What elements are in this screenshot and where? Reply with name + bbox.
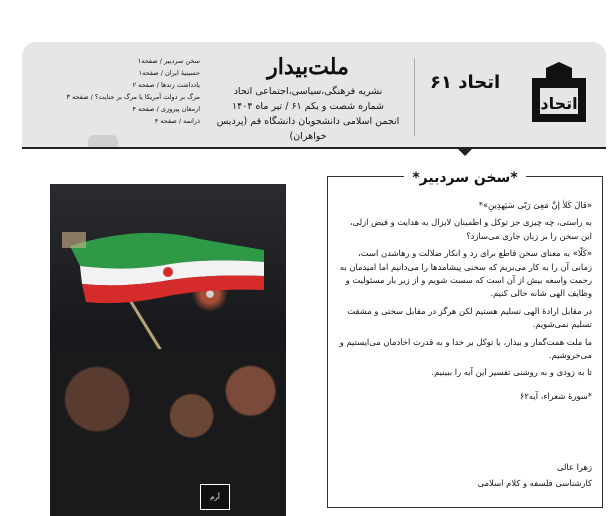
photo-watermark: آرم: [200, 484, 230, 510]
crowd: [50, 349, 286, 516]
contents-item[interactable]: سخن سردبیر / صفحه۱: [137, 57, 200, 65]
editorial-title: *سخن سردبیر*: [404, 170, 525, 186]
contents-item[interactable]: ذرانمه / صفحه ۴: [154, 117, 200, 125]
issue-info: شماره شصت و یکم ۶۱ / تیر ماه ۱۴۰۴: [232, 101, 384, 112]
editorial-paragraph: «کَلّا» به معنای سخن قاطع برای رد و انکار ضلالت و رهاشدن است، زمانی آن را به کار می‌بریم که سخنی پیشامدها را می‌دانیم اما امیدمان به رحمت واسعه بیش از آن است که سست شویم و از زیر بار مسئولیت و وظایف الهی شانه خالی کنیم.: [339, 248, 592, 299]
contents-item[interactable]: یادداشت زندها / صفحه ۲: [132, 81, 200, 89]
publication-subtitle: نشریه فرهنگی،سیاسی،اجتماعی اتحاد: [233, 86, 383, 97]
table-of-contents: [30, 55, 200, 127]
header-notch: [458, 149, 472, 156]
masthead: [200, 50, 416, 144]
contents-item[interactable]: ارمغان پیروزی / صفحه ۴: [132, 105, 200, 113]
editorial-body: [338, 199, 592, 407]
editorial-title-wrap: [328, 167, 602, 186]
contents-item[interactable]: مرگ بر دولت آمریکا یا مرگ بر جنایت؟ / صفحه ۳: [66, 93, 200, 101]
contents-item[interactable]: حسینیهٔ ایران / صفحه۱: [138, 69, 200, 77]
ettehad-logo: [524, 58, 594, 128]
publisher: انجمن اسلامی دانشجویان دانشگاه قم (پردیس خواهران): [216, 116, 400, 142]
author-name: زهرا عالی: [556, 462, 592, 472]
publication-title: ملت‌بیدار: [267, 54, 349, 80]
issue-label: اتحاد ۶۱: [430, 72, 501, 93]
editorial-author: [478, 459, 592, 491]
editorial-paragraph: به راستی، چه چیزی جز توکل و اطمینان لایزال به هدایت و فیض ازلی، این سخن را بر زبان جاری می‌سازد؟: [349, 217, 592, 241]
editorial-paragraph: ما ملت همت‌گمار و بیدار، با توکل بر خدا و به قدرت اخادمان می‌ایستیم و می‌خروشیم.: [339, 336, 592, 361]
editorial-paragraph: در مقابل ارادهٔ الهی تسلیم هستیم لکن هرگز در مقابل سختی و مشقت تسلیم نمی‌شویم.: [347, 305, 592, 330]
editorial-box: [327, 170, 603, 508]
editorial-footnote: *سورهٔ شعراء، آیه۶۲: [519, 390, 592, 401]
author-title: کارشناسی فلسفه و کلام اسلامی: [477, 478, 592, 488]
mourning-ceremony-photo: [50, 184, 286, 516]
header-divider: [22, 147, 606, 149]
editorial-quote: «قالَ کَلاٰ إنَّ مَعِیَ رَبّی سَیَهدِینِ»*: [478, 200, 592, 210]
editorial-paragraph: تا به زودی و به روشنی تفسیر این آیه را ببینیم.: [431, 367, 592, 378]
header-tab: [88, 135, 118, 147]
logo-text: اتحاد: [540, 94, 578, 113]
